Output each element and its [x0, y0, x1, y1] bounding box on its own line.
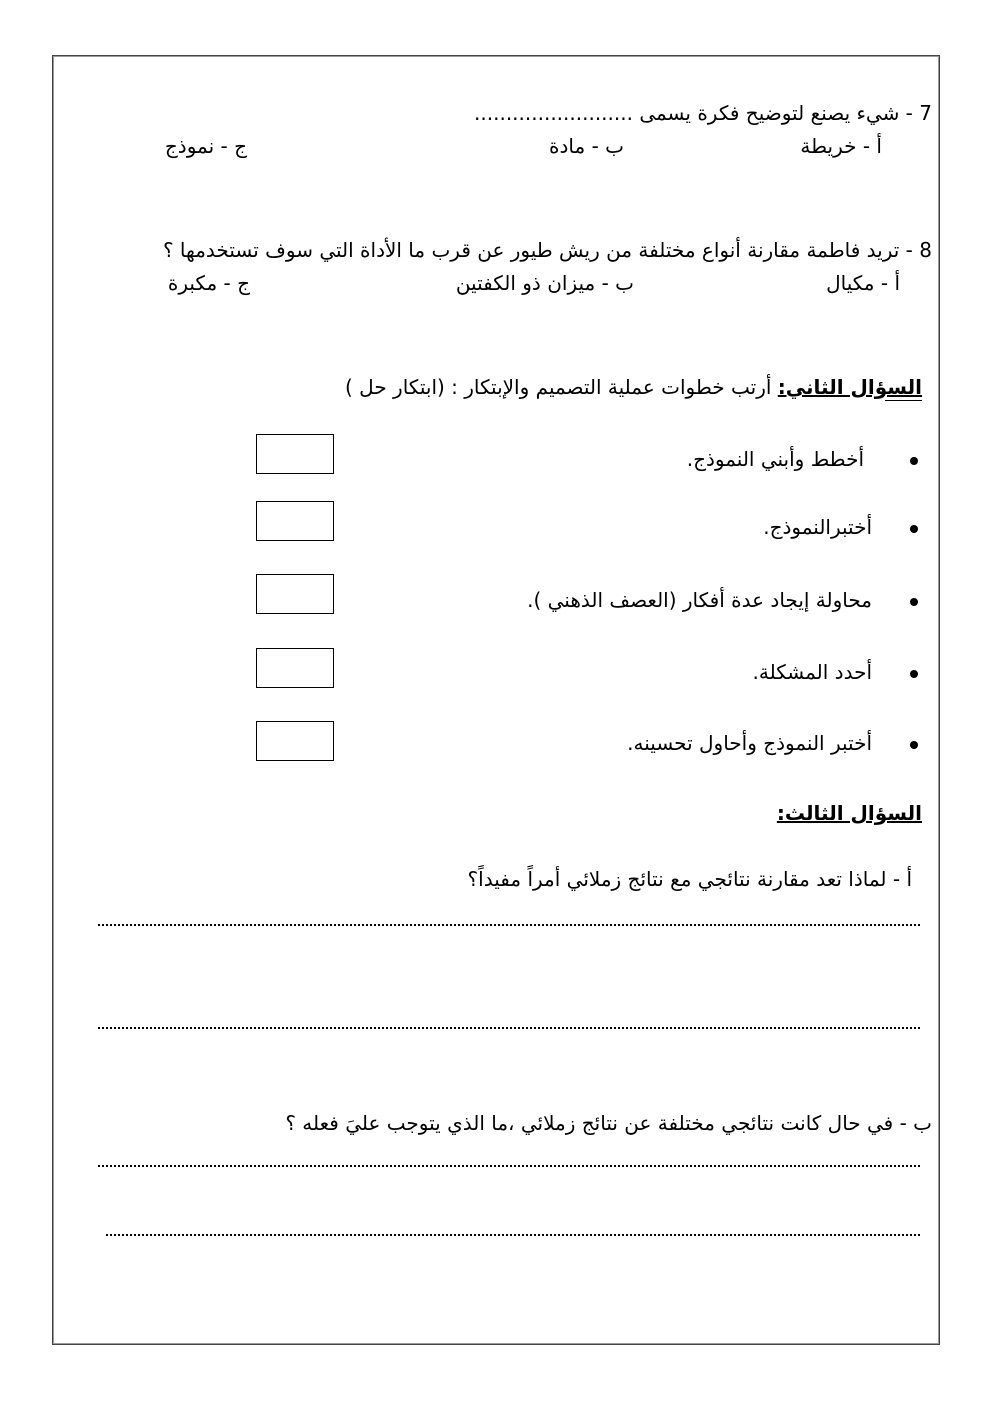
bullet	[910, 525, 918, 533]
answer-line-1[interactable]	[98, 924, 920, 926]
section-2-heading: السؤال الثاني:	[777, 375, 922, 399]
bullet	[910, 670, 918, 678]
step-1-order-box[interactable]	[256, 434, 334, 474]
step-1-text: أخطط وأبني النموذج.	[686, 447, 864, 471]
bullet	[910, 741, 918, 749]
question-7-text: 7 - شيء يصنع لتوضيح فكرة يسمى .........................	[474, 101, 932, 125]
section-2-title	[345, 374, 922, 400]
q8-option-a: أ - مكيال	[826, 271, 900, 295]
q7-option-a: أ - خريطة	[800, 134, 882, 158]
q7-option-b: ب - مادة	[549, 134, 624, 158]
q7-option-c: ج - نموذج	[164, 134, 247, 158]
step-4-order-box[interactable]	[256, 648, 334, 688]
heading-rule	[885, 400, 922, 401]
step-2-order-box[interactable]	[256, 501, 334, 541]
step-4-text: أحدد المشكلة.	[752, 660, 872, 684]
question-8-text: 8 - تريد فاطمة مقارنة أنواع مختلفة من ريش طيور عن قرب ما الأداة التي سوف تستخدمها ؟	[162, 238, 932, 262]
question-a-text: أ - لماذا تعد مقارنة نتائجي مع نتائج زملائي أمراً مفيداً؟	[467, 867, 912, 891]
section-3-heading: السؤال الثالث:	[776, 801, 922, 825]
step-3-order-box[interactable]	[256, 574, 334, 614]
q8-option-c: ج - مكبرة	[167, 271, 250, 295]
section-2-instruction: أرتب خطوات عملية التصميم والإبتكار : (ابتكار حل )	[345, 375, 778, 399]
q8-option-b: ب - ميزان ذو الكفتين	[455, 271, 634, 295]
answer-line-4[interactable]	[106, 1234, 920, 1236]
question-b-text: ب - في حال كانت نتائجي مختلفة عن نتائج زملائي ،ما الذي يتوجب عليَ فعله ؟	[285, 1111, 932, 1135]
step-3-text: محاولة إيجاد عدة أفكار (العصف الذهني ).	[527, 588, 872, 612]
step-2-text: أختبرالنموذج.	[763, 515, 872, 539]
bullet	[910, 598, 918, 606]
step-5-order-box[interactable]	[256, 721, 334, 761]
step-5-text: أختبر النموذج وأحاول تحسينه.	[627, 731, 872, 755]
bullet	[910, 457, 918, 465]
answer-line-2[interactable]	[98, 1027, 920, 1029]
answer-line-3[interactable]	[98, 1165, 920, 1167]
